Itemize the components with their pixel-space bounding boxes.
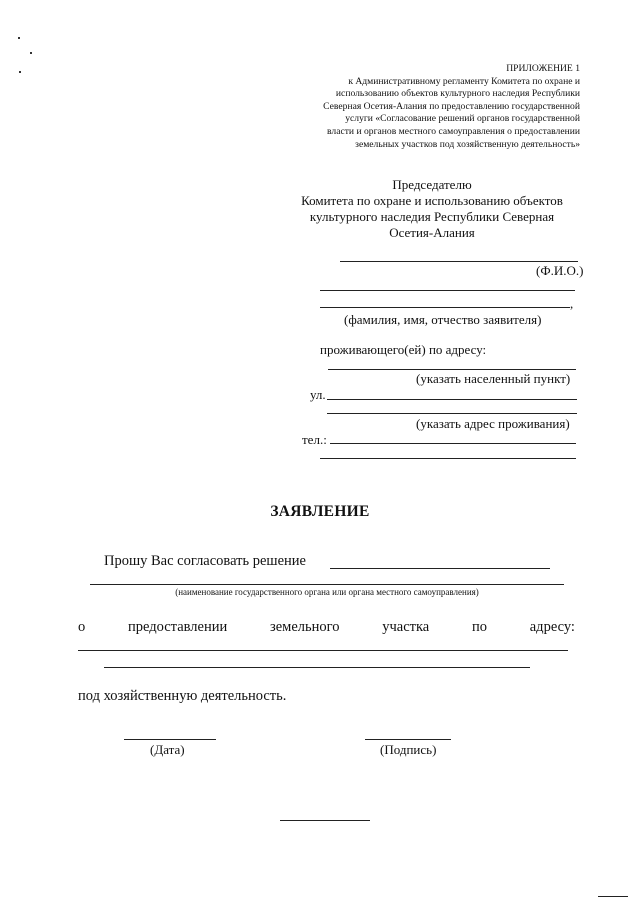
- scan-mark: [30, 52, 32, 54]
- locality-line[interactable]: [328, 369, 576, 370]
- decision-line[interactable]: [330, 568, 550, 569]
- applicant-name-hint: (фамилия, имя, отчество заявителя): [344, 312, 542, 327]
- about-line: [78, 619, 575, 636]
- addressee-line: Председателю: [392, 177, 472, 192]
- street-label: ул.: [310, 387, 326, 402]
- signature-line[interactable]: [365, 739, 451, 740]
- footer-rule: [280, 820, 370, 821]
- signature-label: (Подпись): [380, 742, 437, 757]
- street-line[interactable]: [327, 399, 577, 400]
- appendix-block: [250, 63, 580, 151]
- appendix-line: власти и органов местного самоуправления о предоставлении: [327, 125, 580, 137]
- appendix-line: к Административному регламенту Комитета по охране и: [348, 75, 580, 87]
- addressee-line: Комитета по охране и использованию объектов: [301, 193, 563, 208]
- scan-mark: [19, 71, 21, 73]
- authority-line[interactable]: [90, 584, 564, 585]
- purpose-text: под хозяйственную деятельность.: [78, 688, 287, 704]
- residing-label: проживающего(ей) по адресу:: [320, 342, 487, 357]
- phone-line-2[interactable]: [320, 458, 576, 459]
- applicant-name-line-1[interactable]: [320, 290, 575, 291]
- addressee-block: [282, 177, 582, 241]
- corner-rule: [598, 896, 628, 897]
- phone-label: тел.:: [302, 432, 327, 447]
- about-word: земельного: [269, 619, 340, 635]
- about-word: о: [78, 619, 86, 635]
- authority-hint: (наименование государственного органа или органа местного самоуправления): [175, 587, 479, 597]
- address-hint: (указать адрес проживания): [416, 416, 570, 431]
- statement-heading: ЗАЯВЛЕНИЕ: [270, 503, 370, 520]
- address-line-2[interactable]: [104, 667, 530, 668]
- addressee-line: культурного наследия Республики Северная: [309, 209, 555, 224]
- request-text: Прошу Вас согласовать решение: [104, 553, 306, 569]
- date-line[interactable]: [124, 739, 216, 740]
- appendix-line: использованию объектов культурного наследия Республики: [335, 88, 580, 100]
- about-word: адресу:: [529, 619, 575, 635]
- about-word: участка: [382, 619, 430, 635]
- scan-mark: [18, 37, 20, 39]
- fio-label: (Ф.И.О.): [536, 263, 584, 278]
- addressee-line: Осетия-Алания: [389, 225, 475, 240]
- appendix-line: Северная Осетия-Алания по предоставлению государственной: [323, 100, 580, 112]
- fio-underline: [340, 261, 578, 262]
- address-line-1[interactable]: [78, 650, 568, 651]
- phone-line[interactable]: [330, 443, 576, 444]
- date-label: (Дата): [150, 742, 185, 757]
- applicant-name-line-2[interactable]: [320, 307, 570, 308]
- appendix-line: услуги «Согласование решений органов государственной: [345, 113, 580, 125]
- about-word: предоставлении: [128, 619, 228, 635]
- locality-hint: (указать населенный пункт): [416, 371, 571, 386]
- appendix-title: ПРИЛОЖЕНИЕ 1: [506, 63, 580, 74]
- street-line-2[interactable]: [327, 413, 577, 414]
- comma: ,: [570, 296, 574, 311]
- about-word: по: [471, 619, 487, 635]
- appendix-line: земельных участков под хозяйственную деятельность»: [355, 138, 580, 150]
